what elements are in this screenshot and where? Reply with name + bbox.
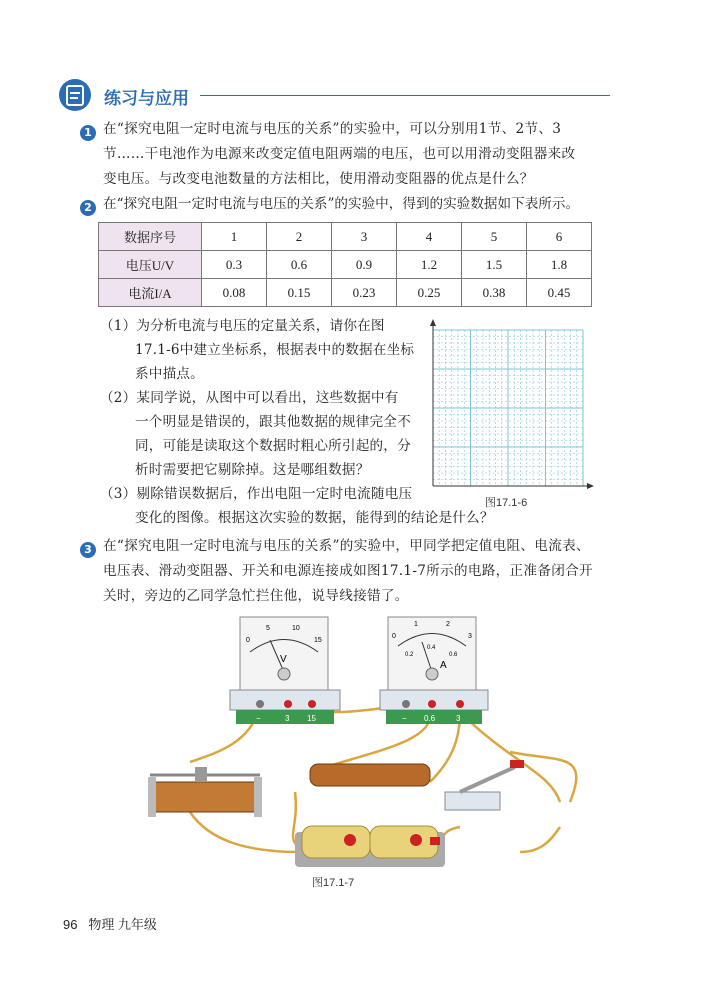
- coordinate-grid: [425, 318, 595, 490]
- text-line: 析时需要把它剔除掉。这是哪组数据？: [135, 462, 370, 478]
- figure-caption-17-1-7: 图17.1-7: [312, 877, 355, 889]
- text-line: 关时，旁边的乙同学急忙拦住他，说导线接错了。: [103, 588, 409, 604]
- circuit-figure: [130, 612, 600, 872]
- fixed-resistor: [310, 764, 430, 786]
- rheostat: [148, 767, 262, 817]
- exercise-clipboard-icon: [58, 78, 92, 112]
- terminal-label: −: [256, 714, 261, 723]
- text-line: 在“探究电阻一定时电流与电压的关系”的实验中，可以分别用1节、2节、3: [103, 121, 562, 137]
- question-3: [103, 534, 593, 609]
- voltmeter-unit: V: [280, 654, 287, 665]
- text-line: 变电压。与改变电池数量的方法相比，使用滑动变阻器的优点是什么？: [103, 171, 534, 187]
- ammeter-scale-label: 0.2: [405, 652, 414, 658]
- axis-arrow-icon: [430, 319, 594, 489]
- ammeter-scale-label: 0.4: [427, 645, 436, 651]
- ammeter-scale-label: 2: [446, 621, 450, 628]
- question-3-marker: 3: [80, 538, 96, 558]
- text-line: （3）剔除错误数据后，作出电阻一定时电流随电压: [100, 486, 413, 502]
- ammeter-scale-label: 1: [414, 621, 418, 628]
- question-2-marker: 2: [80, 196, 96, 216]
- text-line: 17.1-6中建立坐标系，根据表中的数据在坐标: [135, 342, 415, 358]
- text-line: 系中描点。: [135, 366, 204, 382]
- figure-caption-17-1-6: 图17.1-6: [485, 497, 528, 509]
- ammeter-scale-label: 3: [468, 633, 472, 640]
- question-1: [103, 117, 575, 192]
- voltmeter: [230, 617, 340, 724]
- table-row: 电压U/V 0.3 0.6 0.9 1.2 1.5 1.8: [99, 251, 592, 279]
- terminal-label: 3: [285, 714, 290, 723]
- voltmeter-scale-label: 15: [314, 637, 322, 644]
- table-row: 电流I/A 0.08 0.15 0.23 0.25 0.38 0.45: [99, 279, 592, 307]
- terminal-label: 15: [307, 714, 316, 723]
- voltmeter-scale-label: 0: [246, 637, 250, 644]
- question-1-marker: 1: [80, 121, 96, 141]
- ammeter-scale-label: 0.6: [449, 652, 458, 658]
- book-title: 物理 九年级: [88, 917, 157, 932]
- terminal-label: 0.6: [424, 714, 436, 723]
- question-2-text: 在“探究电阻一定时电流与电压的关系”的实验中，得到的实验数据如下表所示。: [103, 196, 580, 212]
- ammeter-scale-label: 0: [392, 633, 396, 640]
- section-title: 练习与应用: [104, 89, 189, 109]
- table-row: 数据序号 1 2 3 4 5 6: [99, 223, 592, 251]
- text-line: 一个明显是错误的，跟其他数据的规律完全不: [135, 414, 411, 430]
- text-line: 节……干电池作为电源来改变定值电阻两端的电压，也可以用滑动变阻器来改: [103, 146, 576, 162]
- text-line: 电压表、滑动变阻器、开关和电源连接成如图17.1-7所示的电路，正准备闭合开: [103, 563, 593, 579]
- text-line: （2）某同学说，从图中可以看出，这些数据中有: [100, 390, 399, 406]
- terminal-label: 3: [456, 714, 461, 723]
- text-line: （1）为分析电流与电压的定量关系，请你在图: [100, 318, 385, 334]
- text-line: 同，可能是读取这个数据时粗心所引起的，分: [135, 438, 411, 454]
- ammeter-unit: A: [440, 660, 447, 671]
- battery: [295, 826, 445, 867]
- voltmeter-scale-label: 5: [266, 625, 270, 632]
- switch: [445, 760, 524, 810]
- page-footer: [63, 914, 157, 933]
- voltmeter-scale-label: 10: [292, 625, 300, 632]
- header-divider: [200, 95, 610, 96]
- text-line: 变化的图像。根据这次实验的数据，能得到的结论是什么？: [135, 510, 494, 526]
- page-number: 96: [63, 917, 78, 932]
- terminal-label: −: [402, 714, 407, 723]
- text-line: 在“探究电阻一定时电流与电压的关系”的实验中，甲同学把定值电阻、电流表、: [103, 538, 590, 554]
- ammeter: [380, 617, 488, 724]
- data-table: [98, 222, 592, 307]
